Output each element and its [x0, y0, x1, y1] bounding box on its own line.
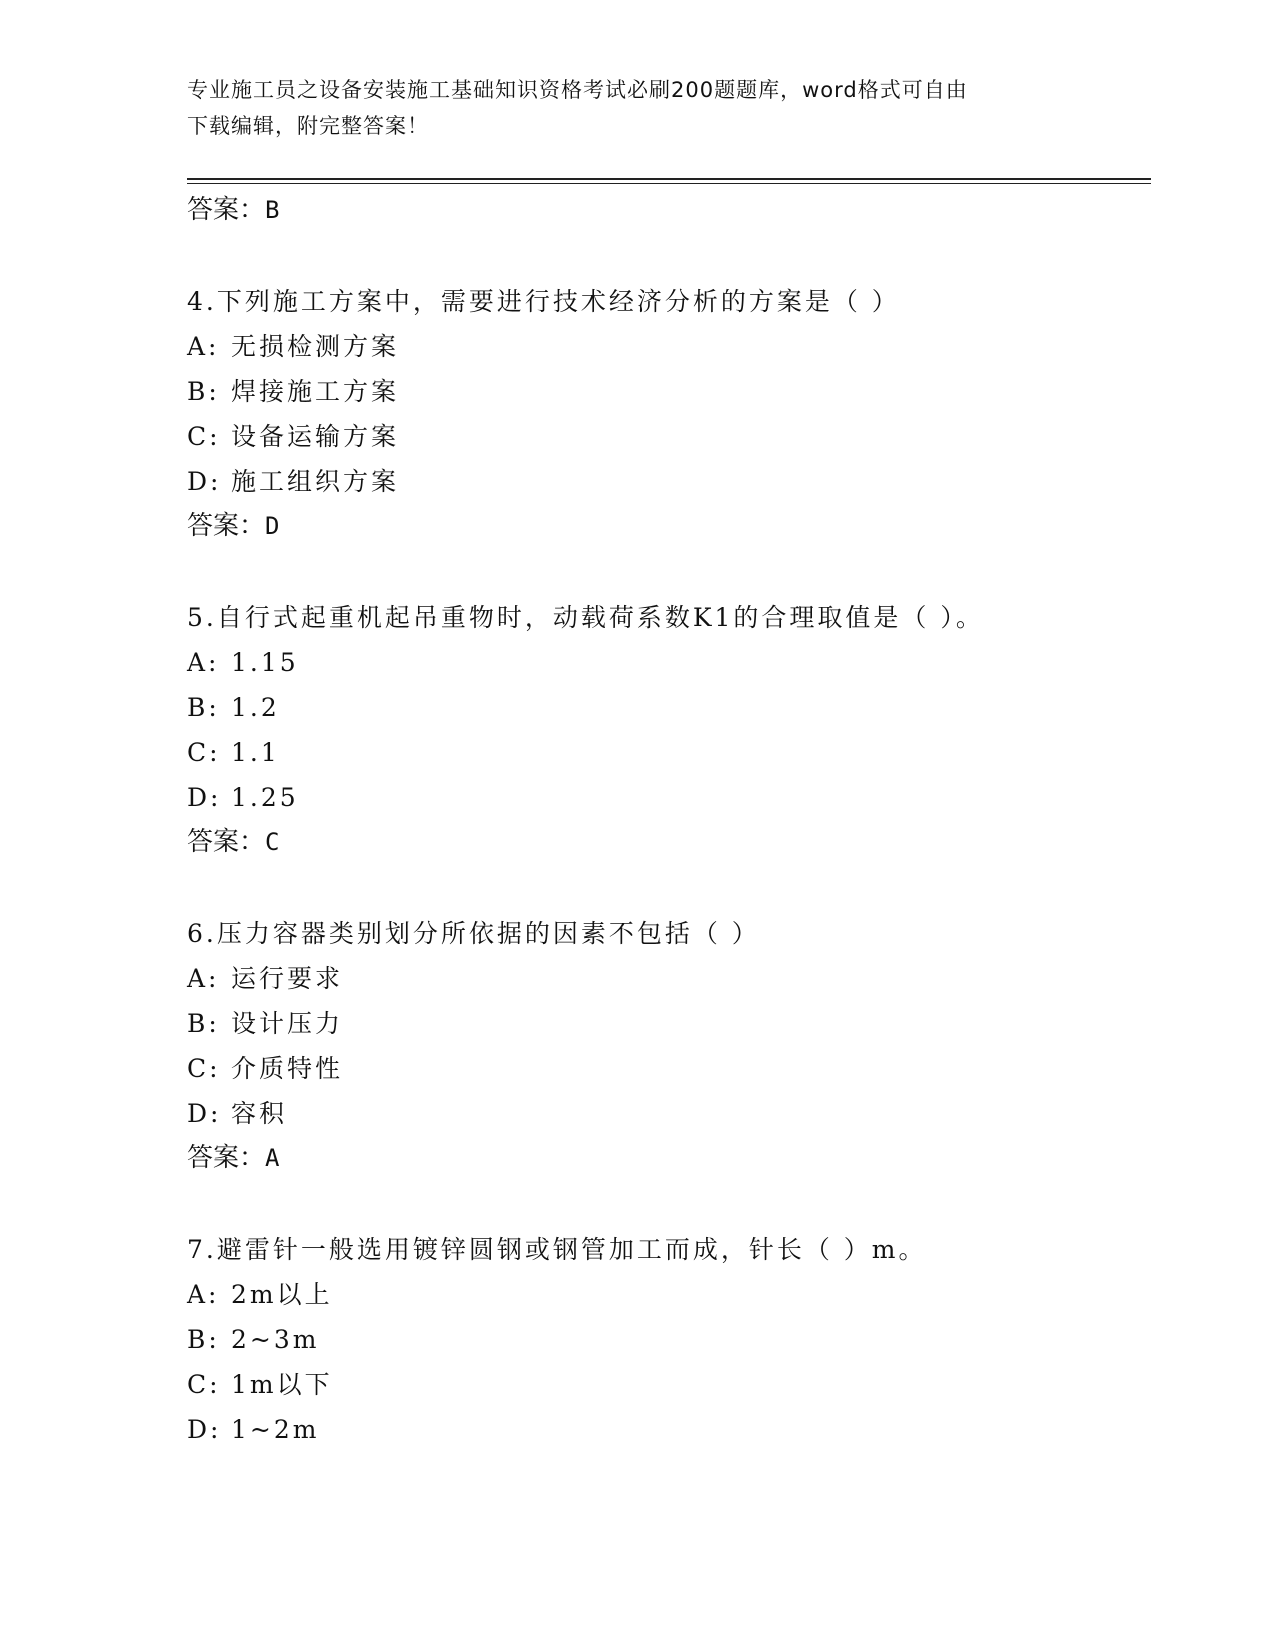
option-d — [187, 459, 1147, 504]
option-letter: A: — [187, 964, 220, 993]
option-letter: B: — [187, 1325, 220, 1354]
option-letter: B: — [187, 693, 220, 722]
option-b — [187, 369, 1147, 414]
option-text: 1~2m — [231, 1415, 320, 1444]
question-stem: 5.自行式起重机起吊重物时，动载荷系数K1的合理取值是（ ）。 — [187, 603, 984, 632]
option-text: 焊接施工方案 — [231, 377, 400, 406]
option-b — [187, 1001, 1147, 1046]
option-text: 2m以上 — [231, 1280, 333, 1309]
question-stem: 7.避雷针一般选用镀锌圆钢或钢管加工而成，针长（ ）m。 — [187, 1235, 927, 1264]
answer-line — [187, 504, 1147, 549]
option-text: 无损检测方案 — [231, 332, 400, 361]
spacer — [187, 549, 1147, 595]
option-letter: A: — [187, 648, 220, 677]
spacer — [187, 233, 1147, 279]
option-text: 设计压力 — [231, 1009, 344, 1038]
question-stem: 4.下列施工方案中，需要进行技术经济分析的方案是（ ） — [187, 287, 900, 316]
option-text: 1.15 — [231, 648, 299, 677]
option-b — [187, 1317, 1147, 1362]
spacer — [187, 865, 1147, 911]
option-b — [187, 685, 1147, 730]
option-text: 设备运输方案 — [231, 422, 400, 451]
option-letter: C: — [187, 1370, 221, 1399]
answer-label: 答案： — [187, 511, 266, 541]
option-c — [187, 1046, 1147, 1091]
option-a — [187, 1272, 1147, 1317]
option-a — [187, 640, 1147, 685]
question-stem: 6.压力容器类别划分所依据的因素不包括（ ） — [187, 919, 760, 948]
option-letter: D: — [187, 783, 222, 812]
option-text: 介质特性 — [231, 1054, 344, 1083]
option-letter: B: — [187, 377, 220, 406]
question-5 — [187, 595, 1147, 865]
question-list — [187, 188, 1147, 1452]
option-a — [187, 324, 1147, 369]
header-divider-thick — [187, 178, 1151, 180]
option-letter: B: — [187, 1009, 220, 1038]
header-title-line-2: 下载编辑，附完整答案！ — [187, 114, 429, 138]
answer-value: D — [265, 512, 280, 540]
option-text: 2~3m — [231, 1325, 320, 1354]
header-title-line-1: 专业施工员之设备安装施工基础知识资格考试必刷200题题库，word格式可自由 — [187, 78, 968, 102]
option-d — [187, 1091, 1147, 1136]
option-c — [187, 730, 1147, 775]
option-letter: C: — [187, 738, 221, 767]
answer-value: B — [265, 196, 280, 224]
option-a — [187, 956, 1147, 1001]
option-text: 1.1 — [231, 738, 280, 767]
answer-label: 答案： — [187, 827, 266, 857]
answer-line-q3 — [187, 188, 1147, 233]
option-letter: D: — [187, 1099, 222, 1128]
option-text: 1.25 — [231, 783, 299, 812]
document-header — [187, 72, 1087, 144]
option-d — [187, 1407, 1147, 1452]
option-d — [187, 775, 1147, 820]
answer-line — [187, 820, 1147, 865]
answer-value: C — [265, 828, 280, 856]
option-letter: C: — [187, 422, 221, 451]
option-c — [187, 1362, 1147, 1407]
question-7 — [187, 1227, 1147, 1452]
option-text: 1.2 — [231, 693, 280, 722]
option-letter: A: — [187, 1280, 220, 1309]
option-text: 运行要求 — [231, 964, 344, 993]
answer-label: 答案： — [187, 1143, 266, 1173]
answer-label: 答案： — [187, 195, 266, 225]
header-divider-thin — [187, 183, 1151, 184]
option-c — [187, 414, 1147, 459]
answer-line — [187, 1136, 1147, 1181]
option-text: 施工组织方案 — [231, 467, 400, 496]
spacer — [187, 1181, 1147, 1227]
option-letter: A: — [187, 332, 220, 361]
option-letter: C: — [187, 1054, 221, 1083]
option-text: 容积 — [231, 1099, 288, 1128]
answer-value: A — [265, 1144, 280, 1172]
option-letter: D: — [187, 1415, 222, 1444]
question-6 — [187, 911, 1147, 1181]
option-text: 1m以下 — [231, 1370, 333, 1399]
question-4 — [187, 279, 1147, 549]
option-letter: D: — [187, 467, 222, 496]
